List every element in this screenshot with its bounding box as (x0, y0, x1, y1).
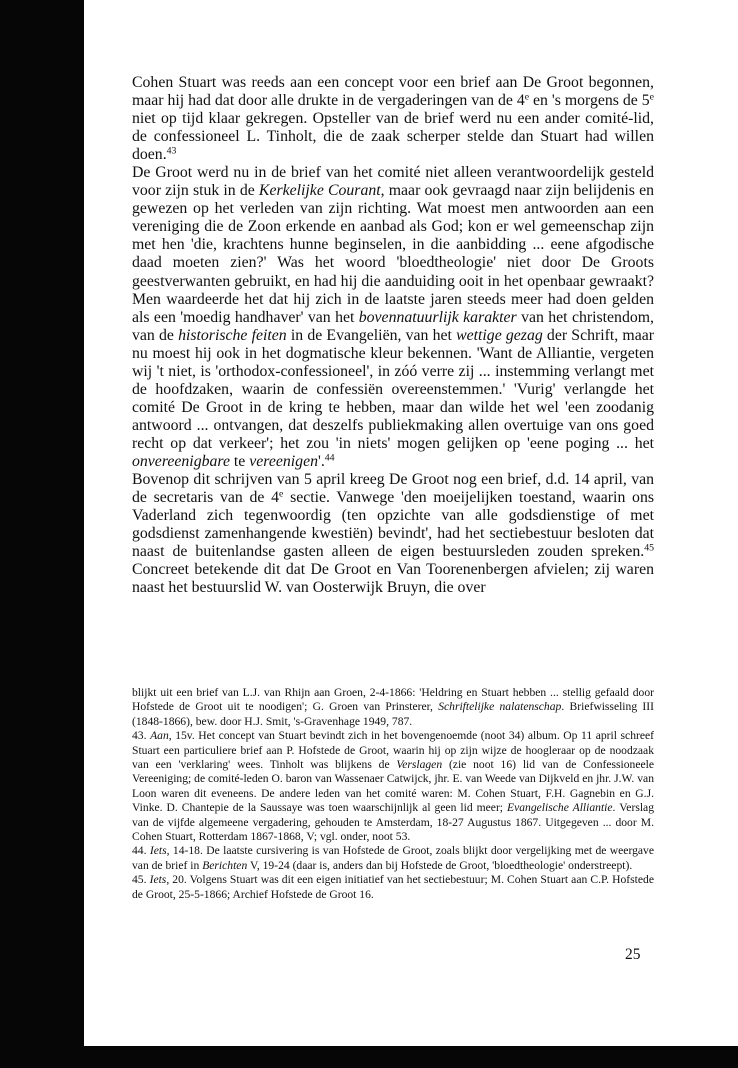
footnote (132, 844, 654, 873)
text-run: , 14-18. De laatste cursivering is van Hofstede de Groot, zoals blijkt door vergelijking met de weergave van de brief in (132, 844, 654, 872)
text-run: '. (317, 452, 325, 470)
superscript: e (279, 488, 284, 500)
superscript: 43 (166, 145, 177, 157)
text-run: Cohen Stuart was reeds aan een concept voor een brief aan De Groot begonnen, maar hij had dat door alle drukte in de vergaderingen van de 4 (132, 74, 654, 110)
text-run: 43. (132, 729, 151, 743)
footnote (132, 873, 654, 902)
italic-text: Iets (149, 844, 167, 858)
footnote (132, 686, 654, 729)
body-paragraph (132, 74, 654, 164)
text-run: Bovenop dit schrijven van 5 april kreeg De Groot nog een brief, d.d. 14 april, van de secretaris van de 4 (132, 471, 654, 507)
page-number: 25 (625, 946, 641, 963)
italic-text: Kerkelijke Courant (258, 182, 381, 200)
text-run: V, 19-24 (daar is, anders dan bij Hofstede de Groot, 'bloedtheologie' onderstreept). (247, 858, 633, 872)
footnote (132, 729, 654, 844)
footnotes (132, 686, 654, 902)
italic-text: vereenigen (249, 452, 318, 470)
text-run: niet op tijd klaar gekregen. Opsteller van de brief werd nu een ander comité-lid, de confessioneel L. Tinholt, die de zaak scherper stelde dan Stuart had willen doen. (132, 110, 654, 164)
text-run: , 15v. Het concept van Stuart bevindt zich in het bovengenoemde (noot 34) album. Op 11 april schreef Stuart een particuliere brief aan P. Hofstede de Groot, waarin hij op zijn wijze de hoogleraar op de noodzaak van een 'verklaring' wees. Tinholt was blijkens de (132, 729, 655, 772)
italic-text: wettige gezag (456, 326, 543, 344)
italic-text: onvereenigbare (132, 452, 230, 470)
body-paragraph (132, 164, 654, 471)
superscript: e (649, 91, 654, 103)
superscript: 45 (644, 542, 654, 554)
text-run: van het christendom, van de (132, 308, 654, 344)
body-text (132, 74, 654, 597)
scan-border-bottom (0, 1046, 738, 1068)
italic-text: Iets (149, 873, 167, 887)
superscript: 44 (324, 452, 335, 464)
italic-text: Evangelische Alliantie (507, 801, 613, 815)
text-run: 45. (132, 873, 150, 887)
text-run: blijkt uit een brief van L.J. van Rhijn aan Groen, 2-4-1866: 'Heldring en Stuart hebben ... stellig gefaald door Hofstede de Groot uit te noodigen'; G. Groen van Prinsterer, (132, 686, 654, 714)
text-run: en 's morgens de 5 (529, 92, 650, 110)
text-run: , 20. Volgens Stuart was dit een eigen initiatief van het sectiebestuur; M. Cohen Stuart aan C.P. Hofstede de Groot, 25-5-1866; Archief Hofstede de Groot 16. (132, 873, 654, 901)
text-run: . Verslag van de vijfde algemeene vergadering, gehouden te Amsterdam, 18-27 Augustus 1867. Uitgegeven ... door M. Cohen Stuart, Rotterdam 1867-1868, V; vgl. onder, noot 53. (132, 801, 654, 844)
text-run: De Groot werd nu in de brief van het comité niet alleen verantwoordelijk gesteld voor zijn stuk in de (132, 164, 654, 200)
text-run: Concreet betekende dit dat De Groot en Van Toorenenbergen afvielen; zij waren naast het bestuurslid W. van Oosterwijk Bruyn, die over (132, 561, 654, 597)
text-run: (zie noot 16) lid van de Confessioneele Vereeniging; de comité-leden O. baron van Wassenaer Catwijck, jhr. E. van Weede van Dijkveld en jhr. J.W. van Loon waren dit eveneens. De andere leden van het comité waren: M. Cohen Stuart, F.H. Gagnebin en G.J. Vinke. D. Chantepie de la Saussaye was toen waarschijnlijk al geen lid meer; (132, 758, 654, 815)
superscript: e (524, 91, 530, 103)
text-run: 44. (132, 844, 150, 858)
text-run: , maar ook gevraagd naar zijn belijdenis en gewezen op het verleden van zijn richting. Wat moest men antwoorden aan een vereniging die de Zoon erkende en aanbad als God; kon er wel gemeenschap zijn met hen 'die, krachtens hunne beginselen, in die aanbidding ... eene afgodische daad moeten zien?' Was het woord 'bloedtheologie' niet door De Groots geestverwanten gebruikt, en had hij die aanduiding ooit in het openbaar gewraakt? Men waardeerde het dat hij zich in de laatste jaren steeds meer had doen gelden als een 'moedig handhaver' van het (132, 182, 655, 326)
text-run: . Briefwisseling III (1848-1866), bew. door H.J. Smit, 's-Gravenhage 1949, 787. (132, 700, 654, 728)
italic-text: bovennatuurlijk karakter (358, 308, 517, 326)
text-run: der Schrift, maar nu moest hij ook in het dogmatische kleur bekennen. 'Want de Alliantie, vergeten wij 't niet, is 'orthodox-confessioneel', in zóó verre zij ... instemming verlangt met de hoofdzaken, waarin de confessiën overeenstemmen.' 'Vurig' verlangde het comité De Groot in de kring te hebben, maar dan wilde het wel 'een zoodanig antwoord ... ontvangen, dat deszelfs publiekmaking allen overtuige van ons goed recht op dat verkeer'; het zou 'in niets' mogen gelijken op 'eene poging ... het (132, 326, 654, 452)
italic-text: Verslagen (396, 758, 443, 772)
text-run: in de Evangeliën, van het (286, 326, 457, 344)
italic-text: Aan (150, 729, 169, 743)
scan-border-left (0, 0, 84, 1068)
text-run: sectie. Vanwege 'den moeijelijken toestand, waarin ons Vaderland zich tegenwoordig (ten opzichte van alle godsdienstige of met godsdienst zamenhangende kwestiën) bevindt', had het sectiebestuur besloten dat naast de buitenlandse gasten alleen de eigen bestuursleden zouden spreken. (132, 489, 654, 561)
text-run: te (229, 452, 250, 470)
italic-text: historische feiten (178, 326, 287, 344)
italic-text: Schriftelijke nalatenschap (438, 700, 562, 714)
body-paragraph (132, 471, 654, 597)
italic-text: Berichten (202, 858, 248, 872)
